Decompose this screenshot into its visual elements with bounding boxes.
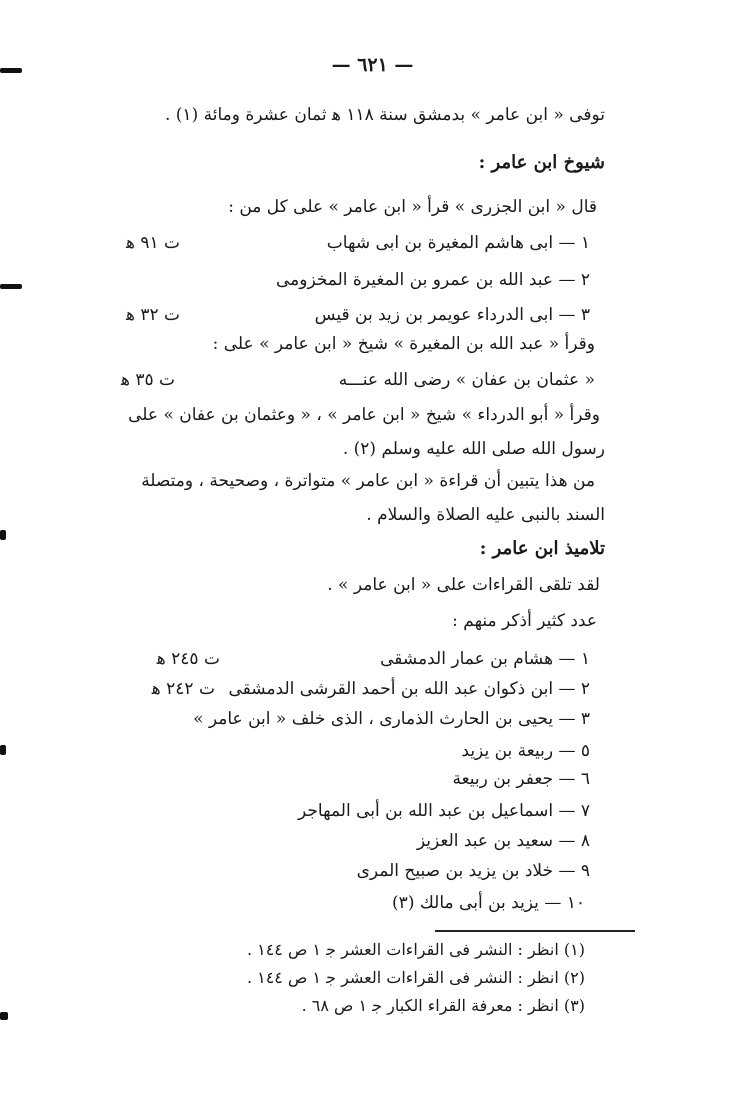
paragraph-date: ت ٣٥ ﻫ (120, 370, 175, 390)
student-item: ٦ — جعفر بن ربيعة (452, 769, 590, 789)
student-item: ٢ — ابن ذكوان عبد الله بن أحمد القرشى الدمشقى (228, 679, 590, 699)
student-item: ١٠ — يزيد بن أبى مالك (٣) (392, 893, 585, 913)
teacher-item: ٣ — ابى الدرداء عويمر بن زيد بن قيس (314, 305, 590, 325)
scan-mark (0, 1012, 8, 1020)
scan-mark (0, 68, 22, 73)
scan-mark (0, 530, 6, 540)
student-item: ٩ — خلاد بن يزيد بن صبيح المرى (356, 861, 590, 881)
paragraph-line: من هذا يتبين أن قراءة « ابن عامر » متواترة ، وصحيحة ، ومتصلة (141, 471, 595, 491)
teachers-lead: قال « ابن الجزرى » قرأ « ابن عامر » على كل من : (228, 197, 597, 217)
scan-mark (0, 745, 6, 755)
student-item: ١ — هشام بن عمار الدمشقى (380, 649, 590, 669)
students-lead: لقد تلقى القراءات على « ابن عامر » . (327, 575, 600, 595)
teacher-item: ٢ — عبد الله بن عمرو بن المغيرة المخزومى (275, 270, 590, 290)
paragraph-line: رسول الله صلى الله عليه وسلم (٢) . (342, 439, 605, 459)
page-number: — ٦٢١ — (331, 54, 414, 76)
student-date: ت ٢٤٥ ﻫ (156, 649, 220, 669)
student-item: ٣ — يحيى بن الحارث الذمارى ، الذى خلف « ابن عامر » (193, 709, 590, 729)
teacher-date: ت ٩١ ﻫ (125, 233, 180, 253)
teacher-item: ١ — ابى هاشم المغيرة بن ابى شهاب (326, 233, 590, 253)
student-item: ٨ — سعيد بن عبد العزيز (416, 831, 590, 851)
section-heading-teachers: شيوخ ابن عامر : (478, 152, 605, 173)
intro-line: توفى « ابن عامر » بدمشق سنة ١١٨ ﻫ ثمان عشرة ومائة (١) . (164, 105, 605, 125)
scan-mark (0, 284, 22, 289)
paragraph-line: وقرأ « أبو الدرداء » شيخ « ابن عامر » ، « وعثمان بن عفان » على (128, 405, 600, 425)
student-date: ت ٢٤٢ ﻫ (151, 679, 215, 699)
footnote: (٣) انظر : معرفة القراء الكبار ﺟ ١ ص ٦٨ . (301, 996, 585, 1015)
paragraph-line: السند بالنبى عليه الصلاة والسلام . (366, 505, 605, 525)
footnote: (٢) انظر : النشر فى القراءات العشر ﺟ ١ ص ١٤٤ . (246, 968, 585, 987)
paragraph-line: وقرأ « عبد الله بن المغيرة » شيخ « ابن عامر » على : (212, 334, 595, 354)
student-item: ٥ — ربيعة بن يزيد (461, 741, 590, 761)
student-item: ٧ — اسماعيل بن عبد الله بن أبى المهاجر (298, 801, 590, 821)
section-heading-students: تلاميذ ابن عامر : (479, 538, 605, 559)
teacher-date: ت ٣٢ ﻫ (125, 305, 180, 325)
footnote: (١) انظر : النشر فى القراءات العشر ﺟ ١ ص ١٤٤ . (246, 940, 585, 959)
paragraph-line: « عثمان بن عفان » رضى الله عنـــه (338, 370, 595, 390)
footnote-rule (435, 930, 635, 932)
students-lead: عدد كثير أذكر منهم : (452, 611, 597, 631)
